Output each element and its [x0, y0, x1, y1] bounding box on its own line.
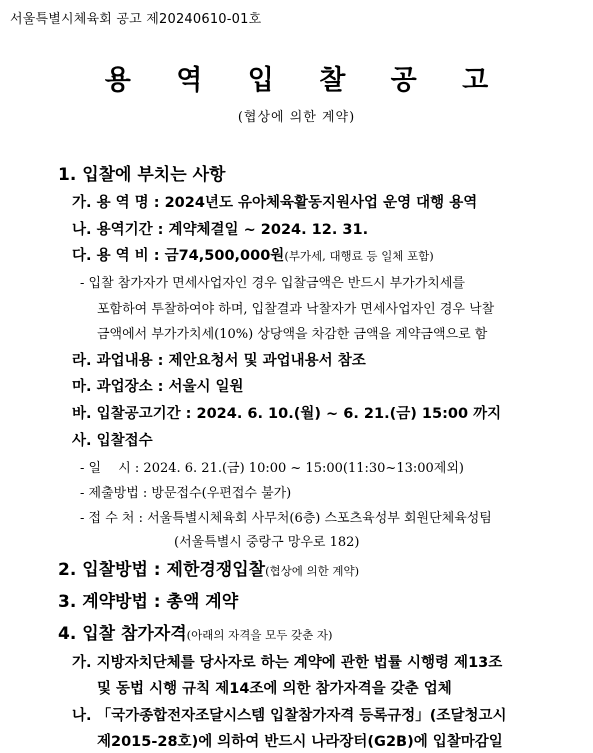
vat-note-line-2: 포함하여 투찰하여야 하며, 입찰결과 낙찰자가 면세사업자인 경우 낙찰	[97, 302, 495, 317]
item-task-content: 라. 과업내용 : 제안요청서 및 과업내용서 참조	[72, 353, 366, 369]
item-service-cost	[72, 244, 434, 265]
submission-place: - 접 수 처 : 서울특별시체육회 사무처(6층) 스포츠육성부 회원단체육성팀	[80, 511, 492, 526]
eligibility-title: 4. 입찰 참가자격	[58, 624, 187, 644]
document-title: 용 역 입 찰 공 고	[104, 65, 507, 96]
bid-method-note: (협상에 의한 계약)	[265, 564, 360, 578]
submission-method: - 제출방법 : 방문접수(우편접수 불가)	[80, 486, 292, 501]
eligibility-note: (아래의 자격을 모두 갖춘 자)	[186, 628, 333, 642]
item-bid-submission: 사. 입찰접수	[72, 433, 153, 449]
eligibility-na-line-1: 나. 「국가종합전자조달시스템 입찰참가자격 등록규정」(조달청고시	[72, 708, 507, 724]
eligibility-ga-line-1: 가. 지방자치단체를 당사자로 하는 계약에 관한 법률 시행령 제13조	[72, 655, 503, 671]
service-cost-note: (부가세, 대행료 등 일체 포함)	[284, 249, 434, 263]
section1-heading: 1. 입찰에 부치는 사항	[58, 165, 226, 185]
section3-heading: 3. 계약방법 : 총액 계약	[58, 592, 239, 612]
section4-heading	[58, 619, 332, 644]
notice-number: 서울특별시체육회 공고 제20240610-01호	[10, 12, 262, 27]
item-notice-period: 바. 입찰공고기간 : 2024. 6. 10.(월) ~ 6. 21.(금) 15:00 까지	[72, 406, 502, 422]
service-cost-amount: 다. 용 역 비 : 금74,500,000원	[72, 248, 285, 264]
submission-date: - 일 시 : 2024. 6. 21.(금) 10:00 ~ 15:00(11:30~13:00제외)	[80, 461, 464, 476]
eligibility-ga-line-2: 및 동법 시행 규칙 제14조에 의한 참가자격을 갖춘 업체	[97, 681, 452, 697]
submission-address: (서울특별시 중랑구 망우로 182)	[174, 535, 360, 550]
vat-note-line-1: - 입찰 참가자가 면세사업자인 경우 입찰금액은 반드시 부가가치세를	[80, 276, 465, 291]
item-service-period: 나. 용역기간 : 계약체결일 ~ 2024. 12. 31.	[72, 222, 369, 238]
section2-heading	[58, 555, 359, 580]
item-task-place: 마. 과업장소 : 서울시 일원	[72, 379, 244, 395]
eligibility-na-line-2: 제2015-28호)에 의하여 반드시 나라장터(G2B)에 입찰마감일	[97, 734, 503, 750]
document-subtitle: (협상에 의한 계약)	[237, 110, 356, 125]
item-service-name: 가. 용 역 명 : 2024년도 유아체육활동지원사업 운영 대행 용역	[72, 195, 478, 211]
bid-method: 2. 입찰방법 : 제한경쟁입찰	[58, 560, 266, 580]
vat-note-line-3: 금액에서 부가가치세(10%) 상당액을 차감한 금액을 계약금액으로 함	[97, 327, 488, 342]
